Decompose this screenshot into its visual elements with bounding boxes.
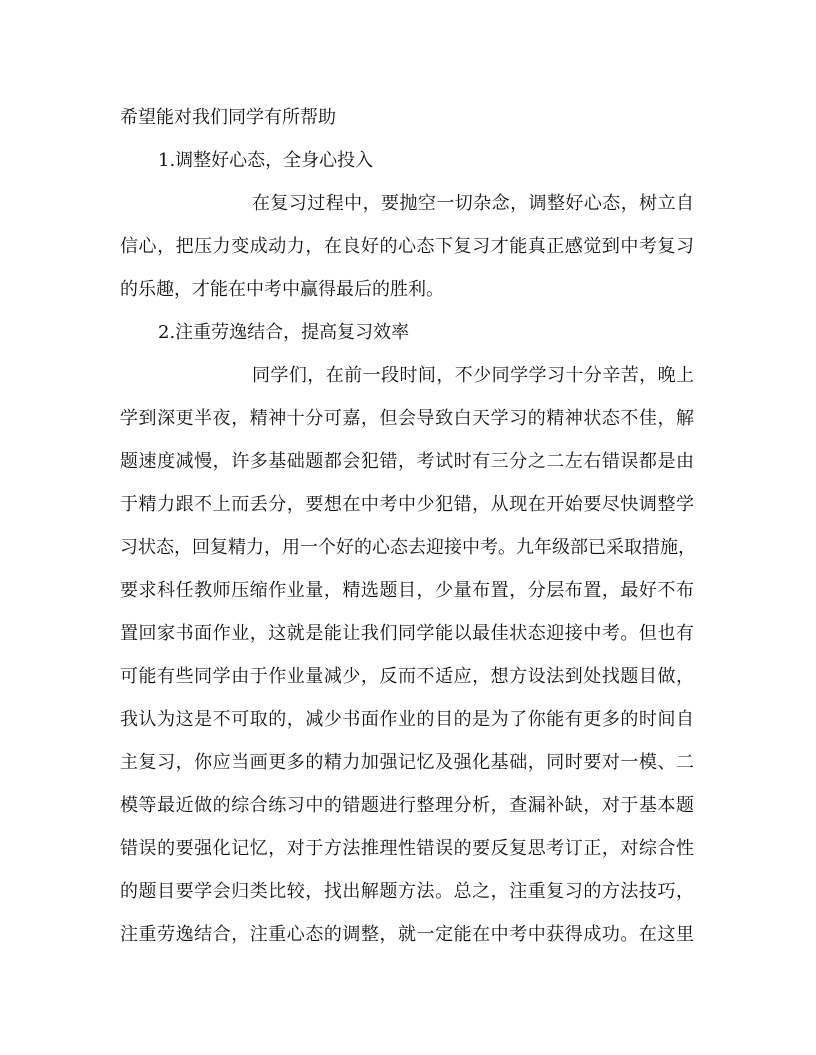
section-2-line: 于精力跟不上而丢分，要想在中考中少犯错，从现在开始要尽快调整学 [120, 494, 694, 515]
section-2-line: 题速度减慢，许多基础题都会犯错，考试时有三分之二左右错误都是由 [120, 451, 694, 472]
section-1-line: 的乐趣，才能在中考中赢得最后的胜利。 [120, 279, 444, 300]
intro-text: 希望能对我们同学有所帮助 [120, 107, 336, 128]
section-2-line: 习状态，回复精力，用一个好的心态去迎接中考。九年级部已采取措施， [120, 537, 696, 558]
section-2-line: 我认为这是不可取的，减少书面作业的目的是为了你能有更多的时间自 [120, 709, 694, 730]
section-2-heading: 2.注重劳逸结合，提高复习效率 [158, 322, 410, 343]
section-2-line: 要求科任教师压缩作业量，精选题目，少量布置，分层布置，最好不布 [120, 580, 694, 601]
section-2-line: 模等最近做的综合练习中的错题进行整理分析，查漏补缺，对于基本题 [120, 795, 694, 816]
section-1-heading: 1.调整好心态，全身心投入 [158, 150, 374, 171]
section-1-line: 在复习过程中，要抛空一切杂念，调整好心态，树立自 [252, 193, 694, 214]
section-2-line: 学到深更半夜，精神十分可嘉，但会导致白天学习的精神状态不佳，解 [120, 408, 694, 429]
section-2-line: 置回家书面作业，这就是能让我们同学能以最佳状态迎接中考。但也有 [120, 623, 694, 644]
section-2-line: 同学们，在前一段时间，不少同学学习十分辛苦，晚上 [252, 365, 694, 386]
section-2-line: 错误的要强化记忆，对于方法推理性错误的要反复思考订正，对综合性 [120, 838, 694, 859]
section-2-line: 的题目要学会归类比较，找出解题方法。总之，注重复习的方法技巧， [120, 881, 694, 902]
section-2-line: 注重劳逸结合，注重心态的调整，就一定能在中考中获得成功。在这里 [120, 924, 694, 945]
section-2-line: 主复习，你应当画更多的精力加强记忆及强化基础，同时要对一模、二 [120, 752, 694, 773]
section-1-line: 信心，把压力变成动力，在良好的心态下复习才能真正感觉到中考复习 [120, 236, 694, 257]
section-2-line: 可能有些同学由于作业量减少，反而不适应，想方设法到处找题目做， [120, 666, 694, 687]
